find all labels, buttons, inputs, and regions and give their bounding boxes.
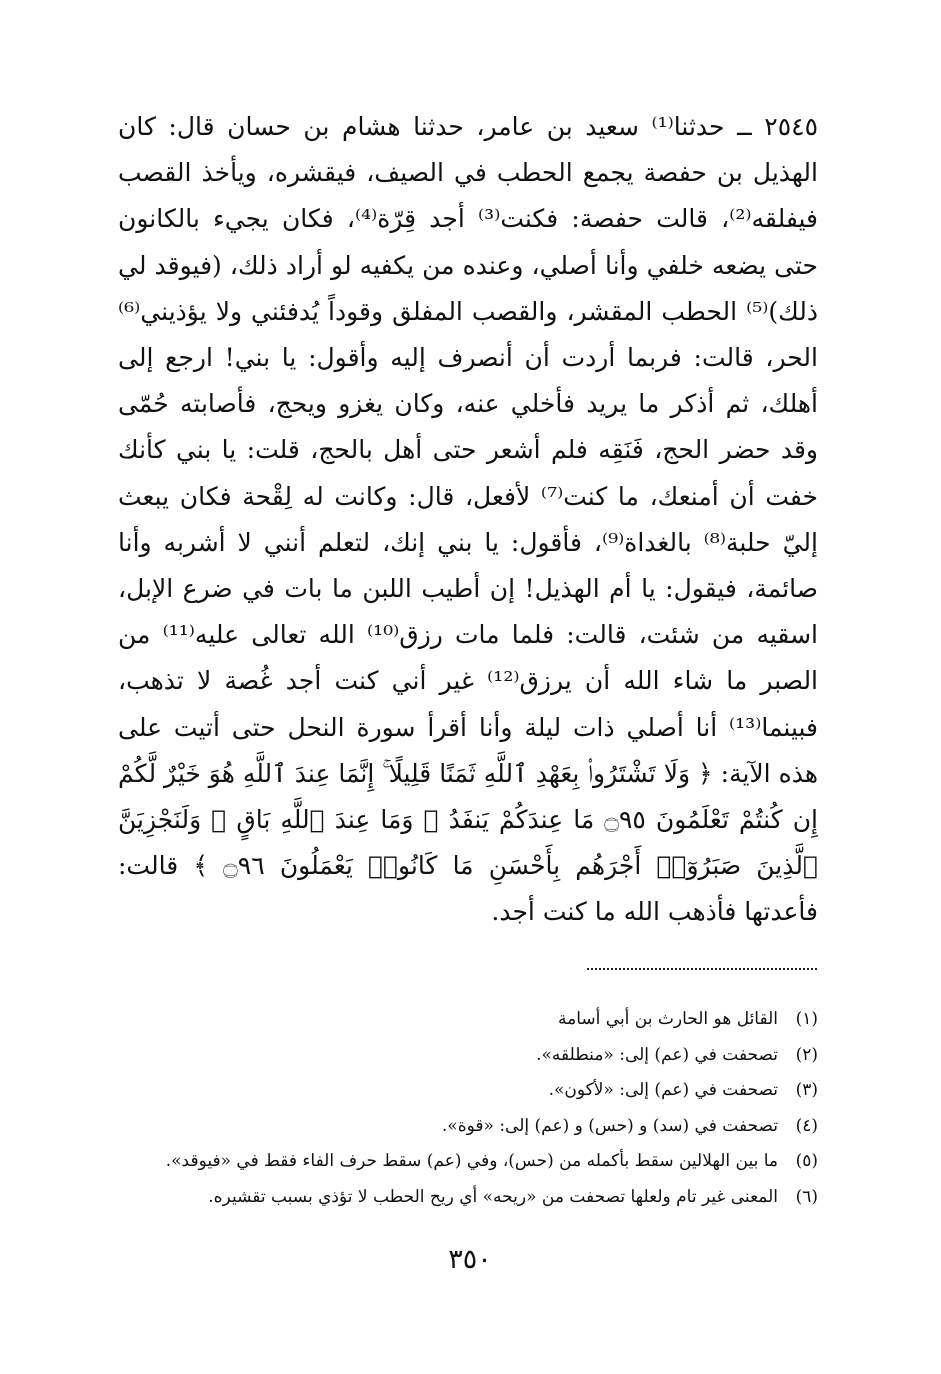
- footnote-separator: [587, 968, 817, 970]
- footnote-number: (٢): [795, 1044, 818, 1065]
- footnote-number: (٦): [795, 1186, 818, 1207]
- footnote-number: (١): [795, 1009, 818, 1029]
- hadith-body: [118, 104, 818, 936]
- hadith-conclusion: قالت: فأعدتها فأذهب الله ما كنت أجد.: [118, 851, 818, 927]
- footnote-item: [118, 1002, 818, 1038]
- footnote-text: تصحفت في (عم) إلى: «منطلقه».: [536, 1044, 778, 1065]
- footnote-number: (٥): [795, 1151, 818, 1172]
- footnote-item: [118, 1073, 818, 1109]
- footnote-item: [118, 1109, 818, 1145]
- page-number: ٣٥٠: [448, 1244, 492, 1275]
- footnote-item: [118, 1180, 818, 1216]
- footnote-number: (٣): [795, 1080, 818, 1101]
- footnote-text: ما بين الهلالين سقط بأكمله من (حس)، وفي (عم) سقط حرف الفاء فقط في «فيوقد».: [165, 1151, 778, 1172]
- hadith-text: ــ حدثنا⁽¹⁾ سعيد بن عامر، حدثنا هشام بن حسان قال: كان الهذيل بن حفصة يجمع الحطب في الصيف، فيقشره، ويأخذ القصب فيفلقه⁽²⁾، قالت حفصة: فكنت⁽³⁾ أجد قِرّة⁽⁴⁾، فكان يجيء بالكانون حتى يضعه خلفي وأنا أصلي، وعنده من يكفيه لو أراد ذلك، (فيوقد لي ذلك)⁽⁵⁾ الحطب المقشر، والقصب المفلق وقوداً يُدفئني ولا يؤذيني⁽⁶⁾ الحر، قالت: فربما أردت أن أنصرف إليه وأقول: يا بني! ارجع إلى أهلك، ثم أذكر ما يريد فأخلي عنه، وكان يغزو ويحج، فأصابته حُمّى وقد حضر الحج، فَنَقِه فلم أشعر حتى أهل بالحج، قلت: يا بني كأنك خفت أن أمنعك، ما كنت⁽⁷⁾ لأفعل، قال: وكانت له لِقْحة فكان يبعث إليّ حلبة⁽⁸⁾ بالغداة⁽⁹⁾، فأقول: يا بني إنك، لتعلم أنني لا أشربه وأنا صائمة، فيقول: يا أم الهذيل! إن أطيب اللبن ما بات في ضرع الإبل، اسقيه من شئت، قالت: فلما مات رزق⁽¹⁰⁾ الله تعالى عليه⁽¹¹⁾ من الصبر ما شاء الله أن يرزق⁽¹²⁾ غير أني كنت أجد غُصة لا تذهب، فبينما⁽¹³⁾ أنا أصلي ذات ليلة وأنا أقرأ سورة النحل حتى أتيت على هذه الآية:: [118, 112, 819, 788]
- quran-verse: ﴿ وَلَا تَشْتَرُوا۟ بِعَهْدِ ٱللَّهِ ثَمَنًا قَلِيلًا ۚ إِنَّمَا عِندَ ٱللَّهِ هُوَ خَيْرٌ لَّكُمْ إِن كُنتُمْ تَعْلَمُونَ ۝٩٥ مَا عِندَكُمْ يَنفَدُ ۖ وَمَا عِندَ ٱللَّهِ بَاقٍ ۗ وَلَنَجْزِيَنَّ ٱلَّذِينَ صَبَرُوٓا۟ أَجْرَهُم بِأَحْسَنِ مَا كَانُوا۟ يَعْمَلُونَ ۝٩٦ ﴾: [118, 758, 819, 881]
- footnote-text: تصحفت في (عم) إلى: «لأكون».: [548, 1080, 778, 1101]
- footnote-item: [118, 1038, 818, 1074]
- footnote-text: تصحفت في (سد) و (حس) و (عم) إلى: «قوة».: [441, 1115, 778, 1136]
- footnote-item: [118, 1144, 818, 1180]
- hadith-number: ٢٥٤٥: [764, 112, 818, 141]
- footnotes: [118, 1002, 818, 1216]
- footnote-text: المعنى غير تام ولعلها تصحفت من «ريحه» أي ريح الحطب لا تؤذي بسبب تقشيره.: [208, 1186, 778, 1207]
- hadith-paragraph: [118, 104, 818, 936]
- footnote-number: (٤): [795, 1115, 818, 1136]
- footnote-text: القائل هو الحارث بن أبي أسامة: [558, 1009, 778, 1029]
